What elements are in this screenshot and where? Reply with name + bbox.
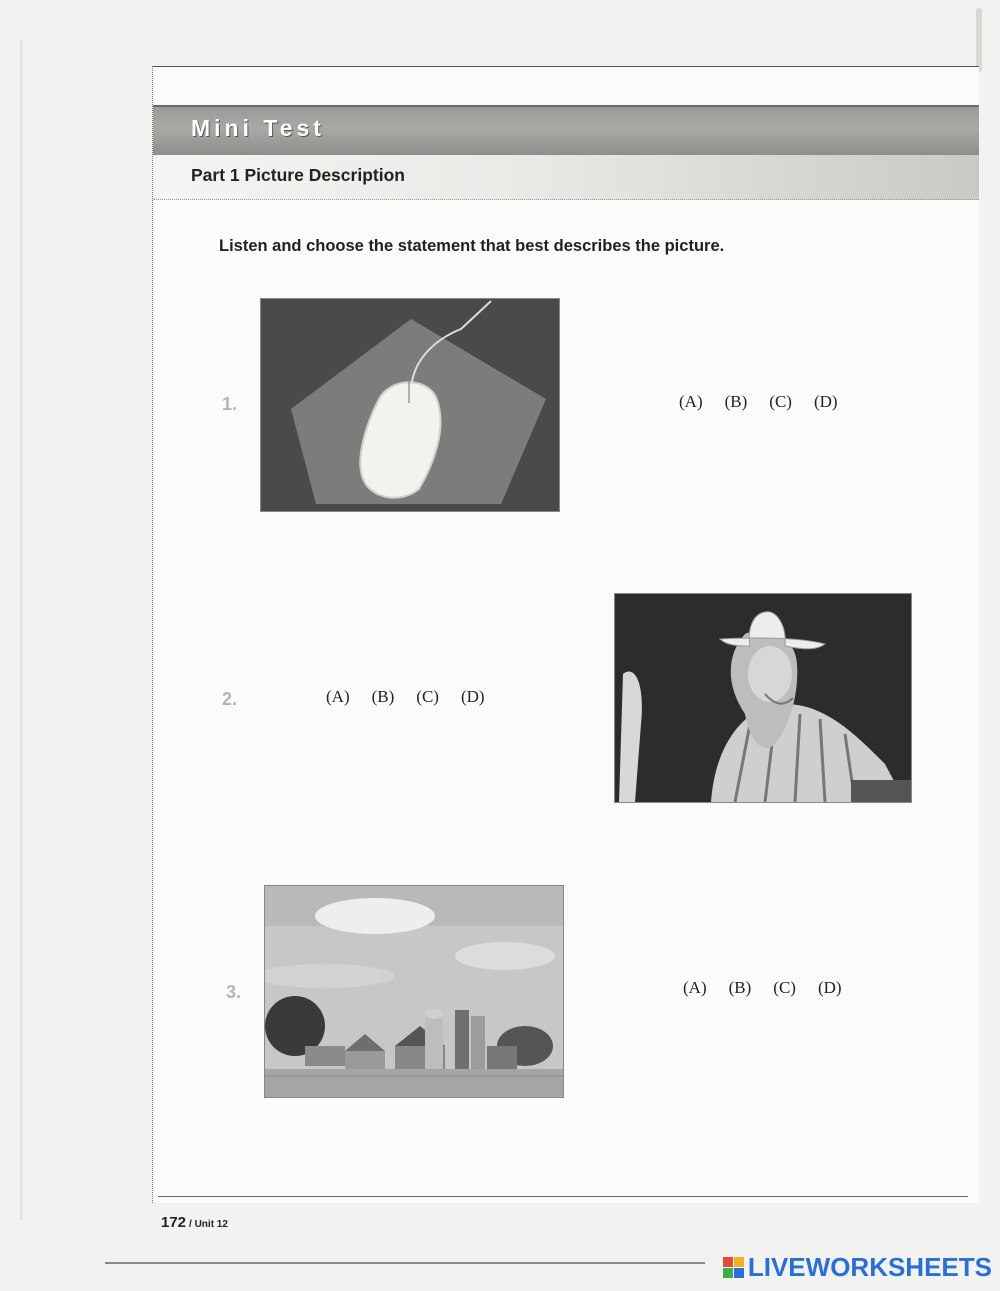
q2-option-b[interactable]: (B)	[371, 687, 395, 706]
scan-edge-right	[976, 8, 982, 72]
section-title: Mini Test	[191, 115, 325, 141]
question-3-number: 3.	[226, 982, 242, 1002]
question-1-options	[679, 392, 838, 412]
question-3-options	[683, 978, 842, 998]
footer-divider	[158, 1196, 968, 1197]
computer-mouse-photo	[260, 298, 560, 512]
instruction-text: Listen and choose the statement that best describes the picture.	[219, 237, 725, 255]
part-header-bar	[153, 155, 979, 200]
cowgirl-photo	[614, 593, 912, 803]
question-2-number: 2.	[222, 689, 238, 709]
question-2-options	[326, 687, 485, 707]
scan-edge-left	[20, 40, 23, 1220]
part-title: Part 1 Picture Description	[191, 165, 405, 185]
q3-option-a[interactable]: (A)	[683, 978, 707, 997]
page-number-value: 172	[161, 1214, 187, 1231]
q1-option-d[interactable]: (D)	[813, 392, 838, 411]
section-header-bar	[153, 105, 979, 156]
liveworksheets-logo	[723, 1252, 992, 1283]
bottom-scan-line	[105, 1262, 705, 1264]
unit-label: / Unit 12	[189, 1219, 228, 1230]
question-1-number: 1.	[222, 394, 238, 414]
q2-option-c[interactable]: (C)	[416, 687, 439, 706]
q1-option-a[interactable]: (A)	[679, 392, 703, 411]
q2-option-a[interactable]: (A)	[326, 687, 350, 706]
page-number	[161, 1214, 228, 1231]
farm-barn-photo	[264, 885, 564, 1098]
q2-option-d[interactable]: (D)	[460, 687, 485, 706]
q3-option-d[interactable]: (D)	[817, 978, 842, 997]
liveworksheets-icon	[723, 1257, 744, 1278]
q1-option-c[interactable]: (C)	[769, 392, 792, 411]
q3-option-b[interactable]: (B)	[728, 978, 752, 997]
q3-option-c[interactable]: (C)	[773, 978, 796, 997]
brand-name: LIVEWORKSHEETS	[747, 1252, 992, 1282]
q1-option-b[interactable]: (B)	[724, 392, 748, 411]
